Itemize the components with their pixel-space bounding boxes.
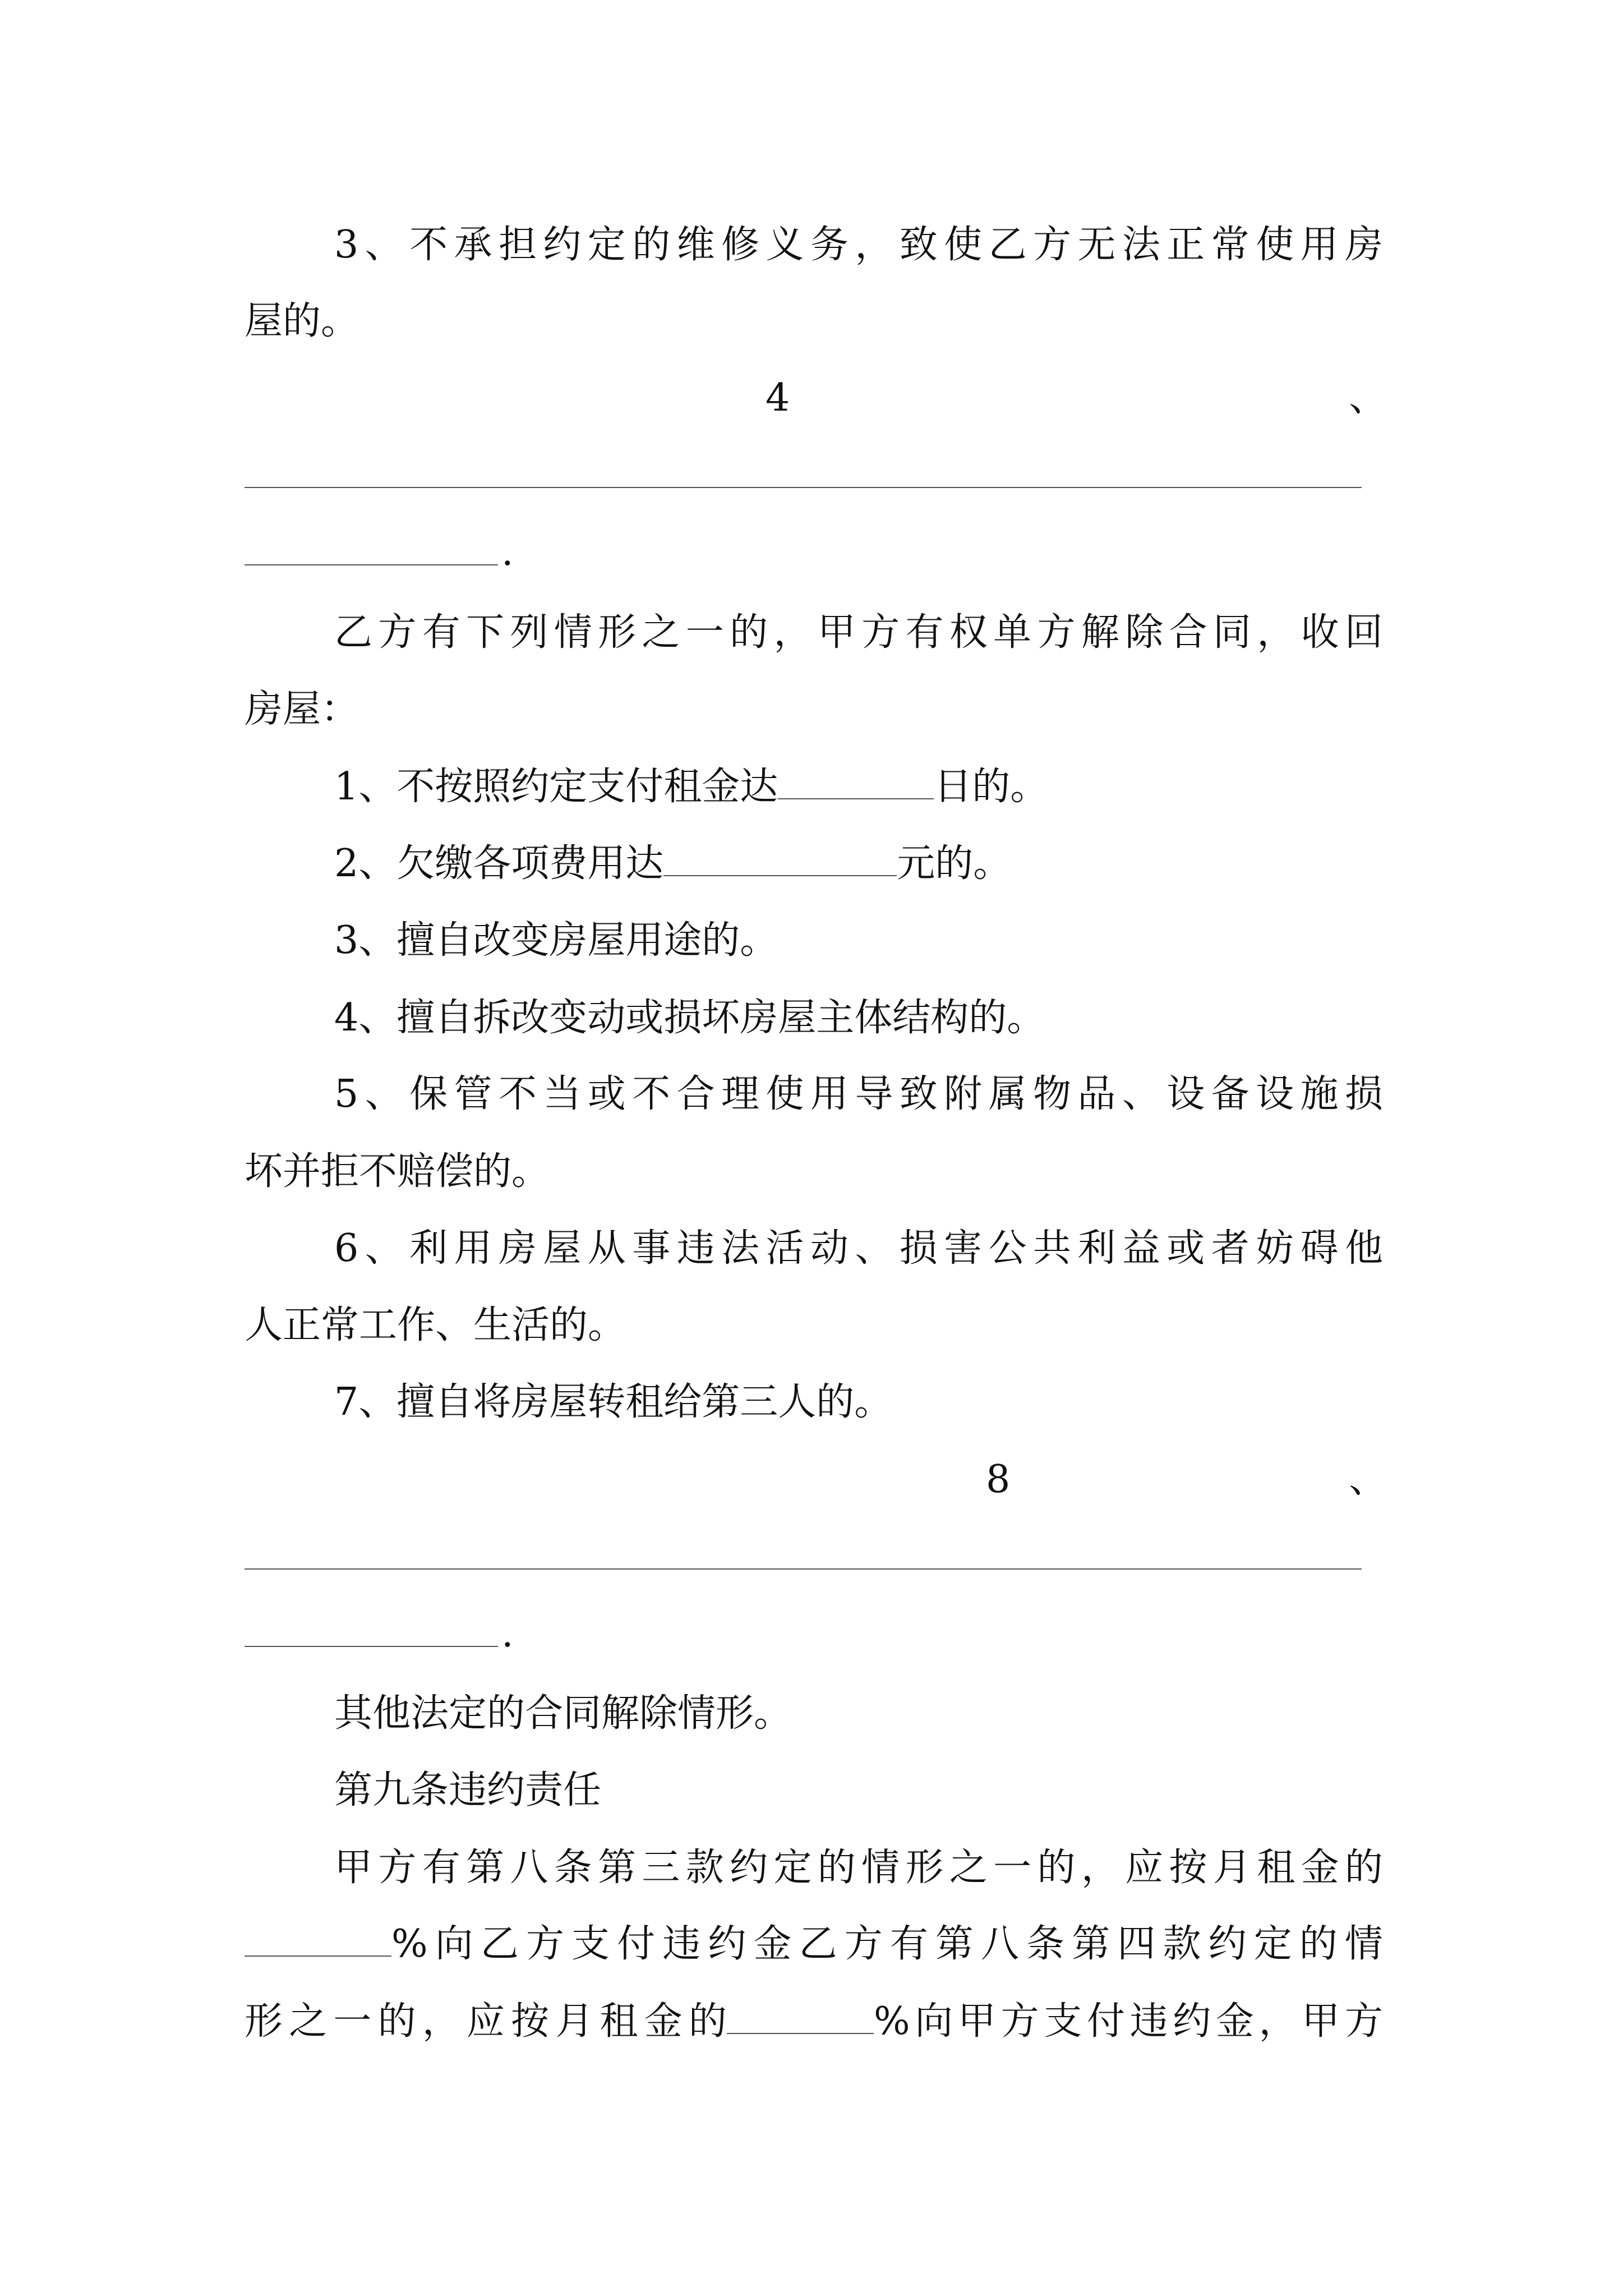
glyph: 导 <box>855 1072 893 1116</box>
tenant-item1-suffix: 日的。 <box>934 765 1049 809</box>
glyph: % <box>874 1999 910 2044</box>
glyph: 者 <box>1211 1226 1249 1271</box>
glyph: 承 <box>454 223 492 267</box>
glyph: 回 <box>1344 610 1383 655</box>
glyph: 违 <box>1129 1999 1168 2044</box>
glyph: 用 <box>810 1072 849 1116</box>
glyph: 金 <box>1301 1846 1339 1890</box>
glyph: 甲 <box>957 1999 996 2044</box>
glyph: 款 <box>685 1846 724 1890</box>
tenant-item3: 3、擅自改变房屋用途的。 <box>334 918 778 963</box>
glyph: ， <box>1257 610 1295 655</box>
glyph: 约 <box>543 223 582 267</box>
glyph: 害 <box>944 1226 983 1271</box>
glyph: 不 <box>498 1072 537 1116</box>
rent-days-blank <box>778 763 934 799</box>
glyph: 同 <box>1212 610 1251 655</box>
glyph: 或 <box>1166 1226 1205 1271</box>
glyph: 定 <box>1253 1922 1292 1966</box>
glyph: 不 <box>409 223 448 267</box>
glyph: 有 <box>422 610 460 655</box>
glyph: 的 <box>1344 1846 1383 1890</box>
glyph: 甲 <box>817 610 856 655</box>
glyph: 形 <box>598 610 637 655</box>
glyph: 违 <box>676 1226 715 1271</box>
glyph: 乙 <box>988 223 1027 267</box>
tenant-item1-text: 1、不按照约定支付租金达 <box>334 765 778 809</box>
glyph: 益 <box>1122 1226 1160 1271</box>
tenant-item4: 4、擅自拆改变动或损坏房屋主体结构的。 <box>334 996 1045 1040</box>
glyph: 的 <box>632 223 671 267</box>
item4-blank-short <box>245 564 498 565</box>
glyph: 5 <box>334 1072 359 1116</box>
glyph: 附 <box>944 1072 983 1116</box>
glyph: 八 <box>510 1846 548 1890</box>
tenant-item8-number: 8 <box>986 1457 1011 1502</box>
glyph: 的 <box>730 610 768 655</box>
glyph: 约 <box>1208 1922 1247 1966</box>
glyph: ， <box>855 223 893 267</box>
tenant-penalty-percent-blank <box>727 1998 874 2034</box>
tenant-item1 <box>334 762 1048 812</box>
glyph: 的 <box>1037 1846 1076 1890</box>
glyph: 、 <box>365 223 403 267</box>
glyph: 合 <box>676 1072 715 1116</box>
glyph: 金 <box>1215 1999 1254 2044</box>
glyph: 应 <box>466 1999 505 2044</box>
glyph: ， <box>1258 1999 1297 2044</box>
glyph: 当 <box>543 1072 582 1116</box>
tenant-item5-line1 <box>334 1069 1383 1120</box>
glyph: 共 <box>1033 1226 1072 1271</box>
glyph: 金 <box>753 1922 792 1966</box>
glyph: 定 <box>773 1846 812 1890</box>
tenant-item8-separator: 、 <box>1349 1457 1387 1502</box>
landlord-penalty-percent-blank <box>245 1921 391 1957</box>
glyph: 约 <box>708 1922 746 1966</box>
glyph: 方 <box>1033 223 1072 267</box>
glyph: 、 <box>365 1226 403 1271</box>
glyph: 物 <box>1033 1072 1072 1116</box>
glyph: 一 <box>685 610 724 655</box>
glyph: 使 <box>944 223 983 267</box>
glyph: 担 <box>498 223 537 267</box>
glyph: 利 <box>1077 1226 1116 1271</box>
glyph: 使 <box>1256 223 1294 267</box>
tenant-item6-line1 <box>334 1223 1383 1274</box>
glyph: 方 <box>844 1922 883 1966</box>
glyph: 定 <box>587 223 626 267</box>
item4-blank-line <box>245 487 1362 488</box>
glyph: 不 <box>632 1072 671 1116</box>
glyph: 方 <box>378 610 417 655</box>
glyph: 情 <box>554 610 592 655</box>
glyph: 方 <box>1000 1999 1039 2044</box>
glyph: 备 <box>1211 1072 1249 1116</box>
glyph: 修 <box>721 223 760 267</box>
glyph: 理 <box>721 1072 760 1116</box>
glyph: 应 <box>1125 1846 1164 1890</box>
glyph: 碍 <box>1300 1226 1339 1271</box>
glyph: 约 <box>1173 1999 1211 2044</box>
glyph: 情 <box>861 1846 900 1890</box>
glyph: 第 <box>1072 1922 1110 1966</box>
glyph: 第 <box>598 1846 637 1890</box>
glyph: 列 <box>510 610 548 655</box>
glyph: 他 <box>1344 1226 1383 1271</box>
glyph: 租 <box>600 1999 638 2044</box>
glyph: 属 <box>988 1072 1027 1116</box>
breach-line3-suffix <box>874 1996 1383 2047</box>
glyph: 付 <box>617 1922 656 1966</box>
glyph: 屋 <box>543 1226 582 1271</box>
glyph: 违 <box>662 1922 701 1966</box>
tenant-item2-suffix: 元的。 <box>897 841 1012 886</box>
glyph: 一 <box>993 1846 1032 1890</box>
glyph: 的 <box>817 1846 856 1890</box>
tenant-item8-blank-short <box>245 1646 498 1647</box>
glyph: 用 <box>1300 223 1339 267</box>
glyph: 解 <box>1081 610 1119 655</box>
glyph: 方 <box>525 1922 564 1966</box>
glyph: 损 <box>1344 1072 1383 1116</box>
glyph: 支 <box>1044 1999 1082 2044</box>
glyph: 收 <box>1301 610 1339 655</box>
glyph: 设 <box>1166 1072 1205 1116</box>
glyph: 妨 <box>1256 1226 1294 1271</box>
tenant-intro-line2: 房屋： <box>245 687 359 731</box>
glyph: 款 <box>1163 1922 1201 1966</box>
glyph: % <box>391 1922 428 1966</box>
glyph: ， <box>1081 1846 1119 1890</box>
glyph: 公 <box>988 1226 1027 1271</box>
glyph: 向 <box>435 1922 473 1966</box>
glyph: 方 <box>861 610 900 655</box>
item4-period: . <box>501 530 514 574</box>
glyph: 、 <box>365 1072 403 1116</box>
glyph: 使 <box>766 1072 804 1116</box>
glyph: 情 <box>1344 1922 1383 1966</box>
tenant-item8-blank-line <box>245 1568 1362 1570</box>
glyph: 约 <box>730 1846 768 1890</box>
paragraph-item3-line2: 屋的。 <box>245 299 359 343</box>
breach-line2-text <box>391 1919 1383 1970</box>
glyph: 动 <box>810 1226 849 1271</box>
glyph: 、 <box>855 1226 893 1271</box>
tenant-item8-period: . <box>501 1612 514 1656</box>
glyph: 月 <box>555 1999 594 2044</box>
glyph: 3 <box>334 223 359 267</box>
glyph: 利 <box>409 1226 448 1271</box>
glyph: 的 <box>377 1999 416 2044</box>
breach-line1 <box>334 1843 1383 1893</box>
glyph: 活 <box>766 1226 804 1271</box>
glyph: 正 <box>1166 223 1205 267</box>
glyph: 方 <box>378 1846 417 1890</box>
glyph: 之 <box>289 1999 328 2044</box>
glyph: 形 <box>245 1999 283 2044</box>
fees-amount-blank <box>663 840 897 876</box>
glyph: 法 <box>1122 223 1160 267</box>
breach-line3-prefix <box>245 1996 727 2047</box>
item4-number: 4 <box>766 376 790 420</box>
glyph: 八 <box>981 1922 1020 1966</box>
glyph: 甲 <box>334 1846 373 1890</box>
tenant-item2-text: 2、欠缴各项费用达 <box>334 841 664 886</box>
glyph: 四 <box>1117 1922 1156 1966</box>
tenant-item5-line2: 坏并拒不赔偿的。 <box>245 1149 550 1194</box>
tenant-item7: 7、擅自将房屋转租给第三人的。 <box>334 1380 893 1424</box>
glyph: 一 <box>333 1999 372 2044</box>
glyph: 有 <box>905 610 944 655</box>
glyph: 从 <box>587 1226 626 1271</box>
glyph: 付 <box>1086 1999 1125 2044</box>
glyph: 乙 <box>334 610 373 655</box>
glyph: 按 <box>511 1999 550 2044</box>
glyph: 致 <box>899 1072 938 1116</box>
glyph: 甲 <box>1302 1999 1340 2044</box>
glyph: 方 <box>1344 1999 1383 2044</box>
glyph: 之 <box>642 610 680 655</box>
glyph: 租 <box>1257 1846 1295 1890</box>
glyph: 维 <box>676 223 715 267</box>
glyph: 支 <box>571 1922 610 1966</box>
glyph: 管 <box>454 1072 492 1116</box>
glyph: 保 <box>409 1072 448 1116</box>
glyph: 有 <box>422 1846 460 1890</box>
tenant-item2 <box>334 839 1011 889</box>
glyph: 6 <box>334 1226 359 1271</box>
glyph: 的 <box>688 1999 727 2044</box>
glyph: 法 <box>721 1226 760 1271</box>
article9-heading: 第九条违约责任 <box>334 1768 602 1812</box>
tenant-item6-line2: 人正常工作、生活的。 <box>245 1303 626 1347</box>
glyph: 房 <box>1344 223 1383 267</box>
glyph: 向 <box>915 1999 953 2044</box>
glyph: 下 <box>466 610 505 655</box>
glyph: 除 <box>1125 610 1164 655</box>
glyph: 形 <box>905 1846 944 1890</box>
glyph: ， <box>422 1999 460 2044</box>
glyph: 乙 <box>799 1922 837 1966</box>
glyph: 条 <box>1026 1922 1065 1966</box>
glyph: 致 <box>899 223 938 267</box>
glyph: 损 <box>899 1226 938 1271</box>
glyph: 务 <box>810 223 849 267</box>
glyph: 方 <box>1037 610 1076 655</box>
glyph: 有 <box>889 1922 928 1966</box>
breach-line2 <box>245 1919 1383 1970</box>
other-termination: 其他法定的合同解除情形。 <box>334 1691 792 1736</box>
glyph: 义 <box>766 223 804 267</box>
glyph: 常 <box>1211 223 1249 267</box>
glyph: 、 <box>1122 1072 1160 1116</box>
glyph: 合 <box>1169 610 1207 655</box>
tenant-intro-line1 <box>334 608 1383 658</box>
glyph: 条 <box>554 1846 592 1890</box>
breach-line3 <box>245 1996 1383 2047</box>
paragraph-item3-line1 <box>334 220 1383 270</box>
glyph: 施 <box>1300 1072 1339 1116</box>
glyph: 房 <box>498 1226 537 1271</box>
glyph: 金 <box>644 1999 683 2044</box>
glyph: 事 <box>632 1226 671 1271</box>
item4-separator: 、 <box>1349 376 1387 420</box>
glyph: 品 <box>1077 1072 1116 1116</box>
glyph: 权 <box>949 610 988 655</box>
glyph: 用 <box>454 1226 492 1271</box>
glyph: 或 <box>587 1072 626 1116</box>
glyph: 的 <box>1299 1922 1338 1966</box>
glyph: 三 <box>642 1846 680 1890</box>
glyph: 按 <box>1169 1846 1207 1890</box>
glyph: 第 <box>466 1846 505 1890</box>
glyph: 乙 <box>480 1922 519 1966</box>
glyph: 设 <box>1256 1072 1294 1116</box>
glyph: ， <box>773 610 812 655</box>
glyph: 无 <box>1077 223 1116 267</box>
glyph: 月 <box>1212 1846 1251 1890</box>
glyph: 第 <box>935 1922 974 1966</box>
glyph: 之 <box>949 1846 988 1890</box>
glyph: 单 <box>993 610 1032 655</box>
